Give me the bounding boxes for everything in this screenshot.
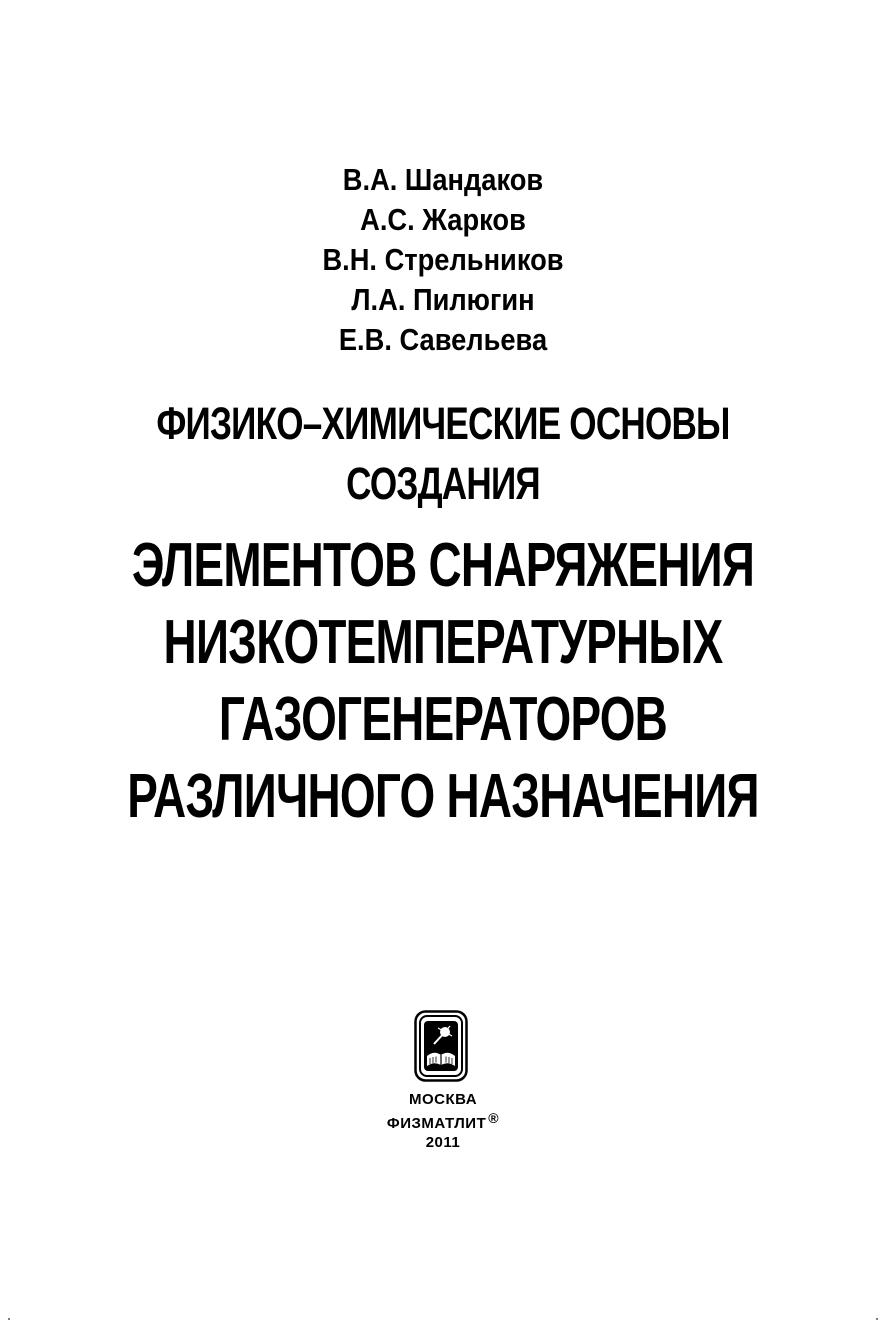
author-list [0, 160, 886, 360]
book-title-main [0, 527, 886, 835]
title-line: ЭЛЕМЕНТОВ СНАРЯЖЕНИЯ [131, 531, 755, 600]
publisher-name: ФИЗМАТЛИТ [386, 1115, 487, 1132]
publisher-city: МОСКВА [408, 1091, 478, 1108]
publisher-name-line [0, 1109, 886, 1133]
book-title-upper [0, 394, 886, 514]
title-line: ГАЗОГЕНЕРАТОРОВ [218, 685, 668, 754]
author-name: В.Н. Стрельников [322, 242, 564, 277]
corner-mark [8, 1318, 10, 1320]
author-name: Е.В. Савельева [338, 322, 548, 357]
title-line: НИЗКОТЕМПЕРАТУРНЫХ [163, 608, 723, 677]
publisher-block [0, 1090, 886, 1152]
title-line: РАЗЛИЧНОГО НАЗНАЧЕНИЯ [127, 762, 759, 831]
title-line: ФИЗИКО–ХИМИЧЕСКИЕ ОСНОВЫ [156, 398, 730, 449]
title-line: СОЗДАНИЯ [346, 458, 540, 509]
registered-mark: ® [488, 1110, 500, 1126]
publisher-logo-icon [414, 1010, 468, 1082]
author-name: А.С. Жарков [360, 202, 526, 237]
corner-mark [876, 1318, 878, 1320]
author-name: Л.А. Пилюгин [351, 282, 535, 317]
publication-year: 2011 [425, 1134, 461, 1151]
author-name: В.А. Шандаков [342, 162, 544, 197]
